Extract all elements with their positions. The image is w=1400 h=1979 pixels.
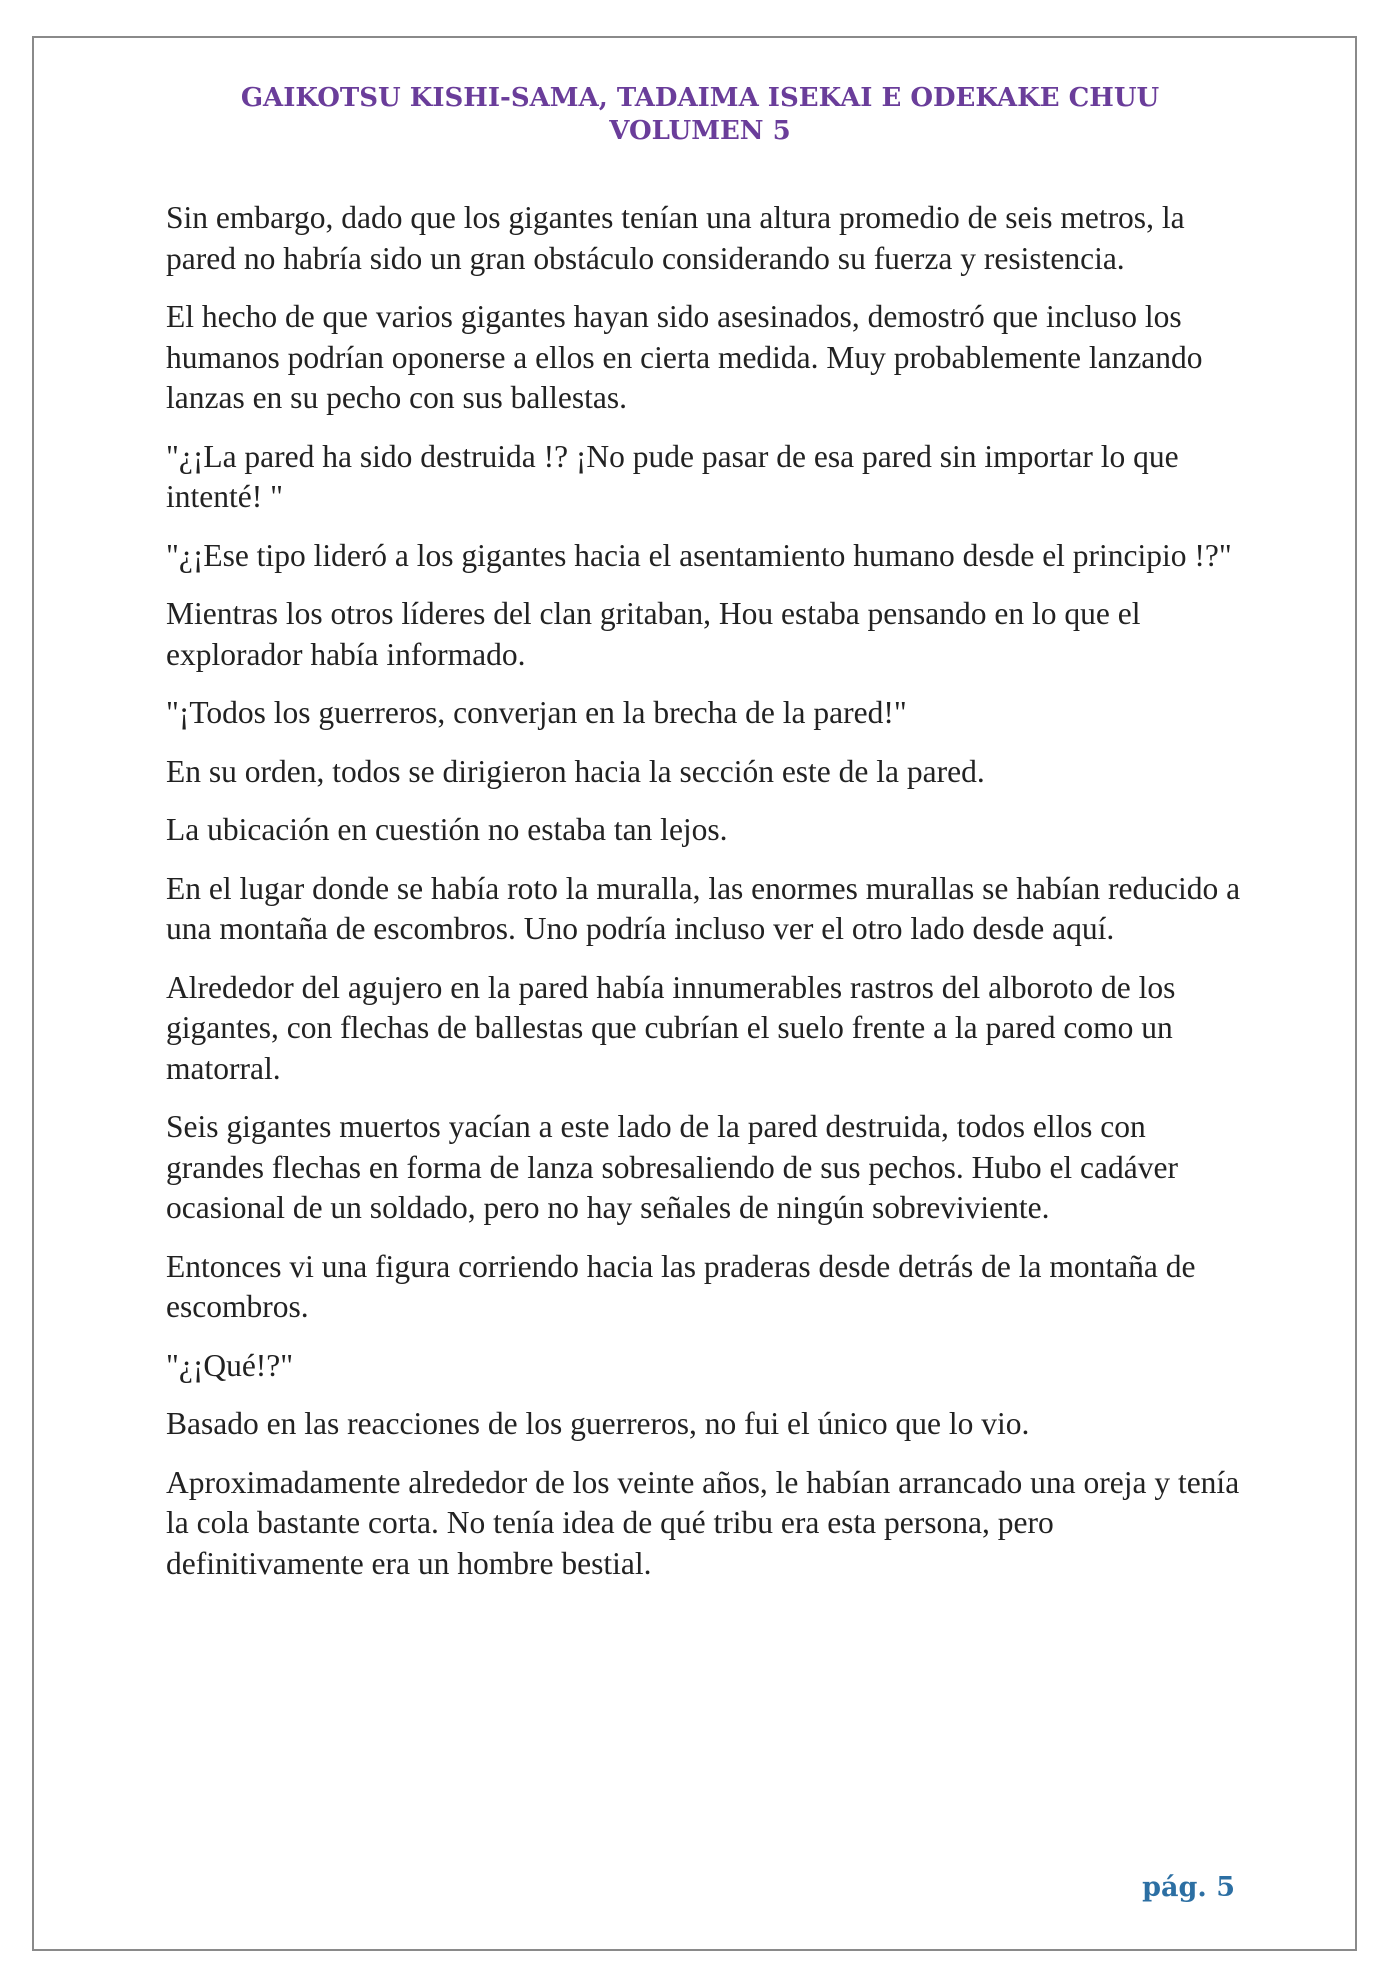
paragraph: Entonces vi una figura corriendo hacia las praderas desde detrás de la montaña de escombros. [166,1248,1196,1324]
paragraph: En su orden, todos se dirigieron hacia la sección este de la pared. [166,753,985,789]
paragraph: "¿¡Qué!?" [166,1347,294,1383]
paragraph: En el lugar donde se había roto la muralla, las enormes murallas se habían reducido a una montaña de escombros. Uno podría incluso ver el otro lado desde aquí. [166,870,1241,946]
paragraph: "¡Todos los guerreros, converjan en la brecha de la pared!" [166,695,907,730]
paragraph: "¿¡Ese tipo lideró a los gigantes hacia el asentamiento humano desde el principio !?" [166,537,1232,573]
document-body [166,198,1246,1602]
header-volume: VOLUMEN 5 [609,116,791,146]
paragraph: Aproximadamente alrededor de los veinte años, le habían arrancado una oreja y tenía la cola bastante corta. No tenía idea de qué tribu era esta persona, pero definitivamente era un hombre bestial. [166,1464,1240,1581]
paragraph: Basado en las reacciones de los guerreros, no fui el único que lo vio. [166,1406,1030,1441]
paragraph: El hecho de que varios gigantes hayan sido asesinados, demostró que incluso los humanos podrían oponerse a ellos en cierta medida. Muy probablemente lanzando lanzas en su pecho con sus ballestas. [166,299,1203,415]
paragraph: Seis gigantes muertos yacían a este lado de la pared destruida, todos ellos con grandes flechas en forma de lanza sobresaliendo de sus pechos. Hubo el cadáver ocasional de un soldado, pero no hay señales de ningún sobreviviente. [166,1109,1178,1225]
paragraph: Sin embargo, dado que los gigantes tenían una altura promedio de seis metros, la pared no habría sido un gran obstáculo considerando su fuerza y resistencia. [166,200,1185,276]
paragraph: La ubicación en cuestión no estaba tan lejos. [166,812,728,847]
page-number: pág. 5 [1142,1872,1235,1903]
paragraph: Mientras los otros líderes del clan gritaban, Hou estaba pensando en lo que el explorador había informado. [166,596,1141,672]
header-title: GAIKOTSU KISHI-SAMA, TADAIMA ISEKAI E ODEKAKE CHUU [240,83,1160,113]
document-header [0,82,1400,148]
paragraph: Alrededor del agujero en la pared había innumerables rastros del alboroto de los gigantes, con flechas de ballestas que cubrían el suelo frente a la pared como un matorral. [166,969,1176,1086]
paragraph: "¿¡La pared ha sido destruida !? ¡No pude pasar de esa pared sin importar lo que intenté! " [166,438,1179,514]
